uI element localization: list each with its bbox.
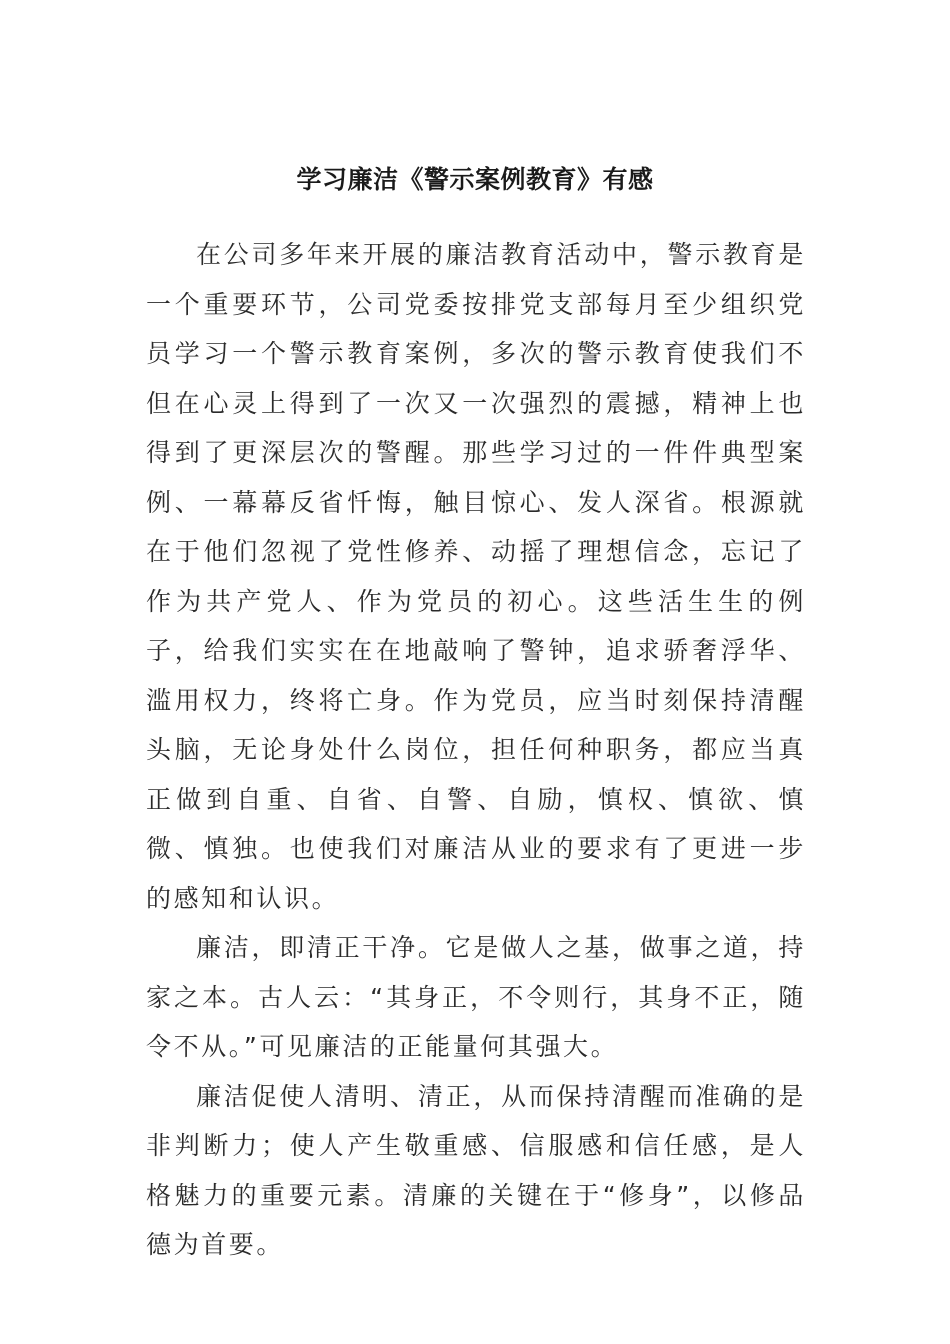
paragraph-integrity-benefits: 廉洁促使人清明、清正，从而保持清醒而准确的是非判断力；使人产生敬重感、信服感和信任感，是人格魅力的重要元素。清廉的关键在于“修身”，以修品德为首要。 bbox=[146, 1081, 806, 1259]
document-body bbox=[146, 230, 806, 1270]
document-title: 学习廉洁《警示案例教育》有感 bbox=[296, 165, 654, 194]
paragraph-integrity-definition: 廉洁，即清正干净。它是做人之基，做事之道，持家之本。古人云：“其身正，不令则行，其身不正，随令不从。”可见廉洁的正能量何其强大。 bbox=[146, 933, 806, 1061]
paragraph-warning-education: 在公司多年来开展的廉洁教育活动中，警示教育是一个重要环节，公司党委按排党支部每月至少组织党员学习一个警示教育案例，多次的警示教育使我们不但在心灵上得到了一次又一次强烈的震撼，精神上也得到了更深层次的警醒。那些学习过的一件件典型案例、一幕幕反省忏悔，触目惊心、发人深省。根源就在于他们忽视了党性修养、动摇了理想信念，忘记了作为共产党人、作为党员的初心。这些活生生的例子，给我们实实在在地敲响了警钟，追求骄奢浮华、滥用权力，终将亡身。作为党员，应当时刻保持清醒头脑，无论身处什么岗位，担任何种职务，都应当真正做到自重、自省、自警、自励，慎权、慎欲、慎微、慎独。也使我们对廉洁从业的要求有了更进一步的感知和认识。 bbox=[146, 240, 806, 913]
